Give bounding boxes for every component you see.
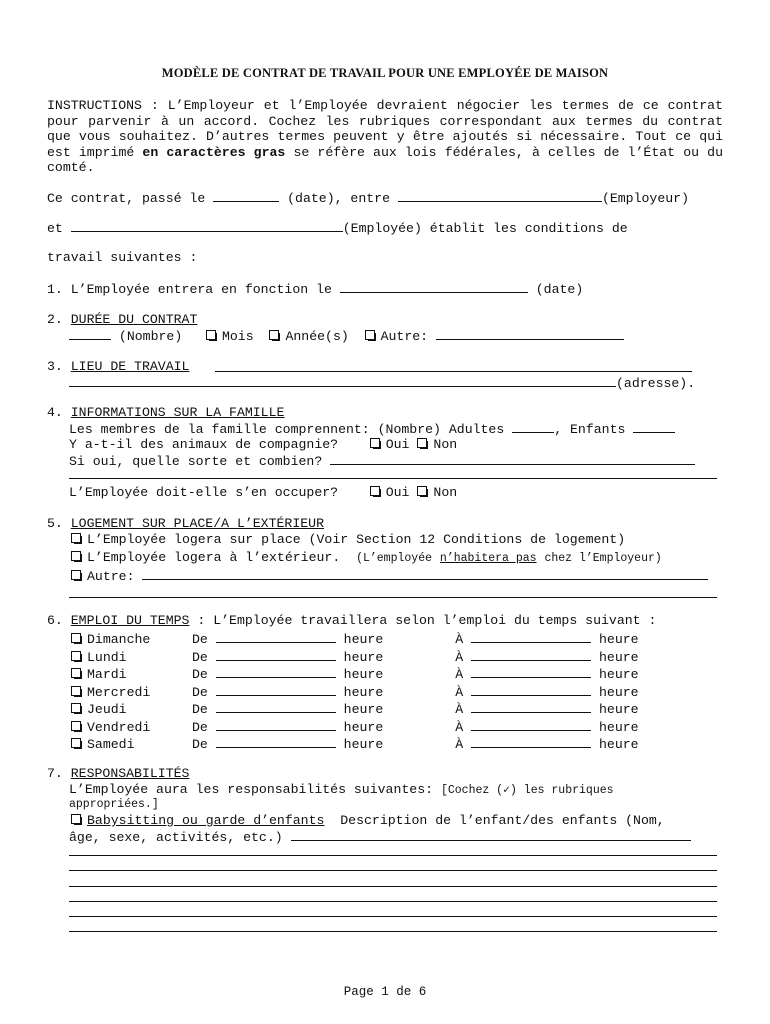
lodging-other-field[interactable] [142, 568, 708, 580]
section-5-heading [47, 516, 324, 532]
section-number: 6. [47, 613, 63, 628]
section-number: 5. [47, 516, 63, 531]
to-label: À [455, 632, 464, 647]
checkbox-day[interactable] [71, 651, 81, 661]
page-footer: Page 1 de 6 [343, 985, 427, 999]
lodging-other-field-line-2[interactable] [69, 597, 717, 598]
end-time-field[interactable] [471, 719, 591, 731]
section-heading: LIEU DE TRAVAIL [70, 359, 190, 374]
children-description-line[interactable] [69, 886, 717, 887]
start-time-field[interactable] [216, 719, 336, 731]
babysitting-desc: Description de l’enfant/des enfants (Nom, [340, 813, 665, 828]
section-2-options [69, 328, 624, 345]
nombre-label: (Nombre) [118, 329, 183, 344]
section-6-heading [47, 613, 656, 629]
hour-label: heure [343, 632, 384, 647]
address-line [69, 375, 695, 392]
section-number: 2. [47, 312, 63, 327]
hour-label: heure [343, 649, 384, 665]
schedule-row [71, 736, 639, 753]
end-time-field[interactable] [471, 666, 591, 678]
end-time-field[interactable] [471, 649, 591, 661]
start-time-field[interactable] [216, 736, 336, 748]
option-label: Autre: [380, 329, 429, 344]
option-label: Année(s) [285, 329, 349, 344]
day-label: Jeudi [87, 702, 127, 717]
to-label: À [455, 719, 464, 735]
intro-line-3: travail suivantes : [47, 250, 198, 265]
day-label: Lundi [87, 649, 127, 665]
schedule-row [71, 631, 639, 648]
checkbox-autre[interactable] [365, 330, 375, 340]
checkbox-day[interactable] [71, 721, 81, 731]
section-heading: DURÉE DU CONTRAT [70, 312, 198, 327]
option-note-underlined: n’habitera pas [439, 552, 537, 565]
start-time-field[interactable] [216, 684, 336, 696]
pets-question: Y a-t-il des animaux de compagnie? [69, 437, 339, 452]
from-label: De [192, 737, 208, 752]
option-label: L’Employée logera à l’extérieur. [87, 550, 341, 565]
document-title: MODÈLE DE CONTRAT DE TRAVAIL POUR UNE EMPLOYÉE DE MAISON [161, 66, 609, 80]
employer-name-field[interactable] [398, 190, 602, 202]
pets-line [69, 437, 457, 453]
checkbox-pets-oui[interactable] [370, 438, 380, 448]
hour-label: heure [599, 737, 639, 752]
instructions-paragraph [47, 98, 723, 176]
option-note: chez l’Employeur) [544, 552, 662, 565]
hour-label: heure [599, 684, 639, 700]
day-label: Dimanche [87, 632, 151, 647]
children-field[interactable] [633, 421, 675, 433]
checkbox-day[interactable] [71, 668, 81, 678]
pets-kind-field[interactable] [330, 453, 695, 465]
children-description-line[interactable] [69, 870, 717, 871]
section-1-date-label: (date) [535, 282, 584, 297]
lodging-option-3 [71, 568, 708, 585]
checkbox-babysitting[interactable] [71, 814, 81, 824]
day-label: Mercredi [87, 684, 151, 700]
babysitting-line [71, 813, 665, 829]
option-label: Autre: [87, 569, 135, 584]
instructions-bold-text: en caractères gras [142, 144, 286, 160]
section-7-heading [47, 766, 189, 782]
section-2-heading [47, 312, 197, 328]
responsibilities-text: L’Employée aura les responsabilités suivantes: [69, 782, 434, 797]
to-label: À [455, 702, 464, 717]
checkbox-day[interactable] [71, 686, 81, 696]
end-time-field[interactable] [471, 701, 591, 713]
option-label: Oui [385, 437, 410, 452]
hour-label: heure [599, 702, 639, 717]
checkbox-annee[interactable] [269, 330, 279, 340]
pets-kind-field-line-2[interactable] [69, 478, 717, 479]
instructions-text: INSTRUCTIONS : L’Employeur et l’Employée devraient négocier les termes de ce contrat pour parvenir à un accord. Cochez les rubriques correspondant aux termes du contrat que vous souhaitez. D’autres termes peuvent y être ajoutés si nécessaire. Tout ce qui est imprimé [47, 98, 723, 160]
from-label: De [192, 632, 208, 647]
section-heading: LOGEMENT SUR PLACE/A L’EXTÉRIEUR [70, 516, 324, 531]
day-label: Mardi [87, 667, 127, 682]
checkbox-care-oui[interactable] [370, 486, 380, 496]
option-label: L’Employée logera sur place (Voir Section 12 Conditions de logement) [87, 532, 626, 547]
instructions-text-end: se réfère aux lois fédérales, à celles de l’État ou du comté. [47, 144, 723, 175]
hour-label: heure [599, 719, 639, 735]
adults-field[interactable] [512, 421, 554, 433]
checkbox-day[interactable] [71, 738, 81, 748]
to-label: À [455, 684, 464, 700]
schedule-row [71, 684, 639, 701]
duration-other-field[interactable] [436, 328, 624, 340]
section-heading: EMPLOI DU TEMPS [70, 613, 190, 628]
section-1 [47, 281, 583, 298]
lodging-option-1 [71, 532, 625, 548]
hour-label: heure [343, 684, 384, 700]
section-4-heading [47, 405, 284, 421]
checkbox-day[interactable] [71, 633, 81, 643]
checkbox-care-non[interactable] [417, 486, 427, 496]
schedule-row [71, 666, 639, 683]
intro-text: (Employée) établit les conditions de [342, 221, 628, 236]
family-text: Les membres de la famille comprennent: (Nombre) Adultes [69, 422, 505, 437]
from-label: De [192, 667, 208, 682]
start-time-field[interactable] [216, 666, 336, 678]
end-time-field[interactable] [471, 736, 591, 748]
babysitting-line-2 [69, 829, 691, 846]
option-label: Mois [221, 329, 254, 344]
from-label: De [192, 719, 208, 735]
from-label: De [192, 649, 208, 665]
section-number: 7. [47, 766, 63, 781]
responsibilities-note-2: appropriées.] [69, 798, 159, 811]
option-note: (L’employée [356, 552, 432, 565]
intro-text: Ce contrat, passé le [47, 191, 206, 206]
end-time-field[interactable] [471, 684, 591, 696]
children-description-line[interactable] [69, 855, 717, 856]
option-label: Non [433, 437, 458, 452]
children-description-line[interactable] [69, 901, 717, 902]
to-label: À [455, 649, 464, 665]
from-label: De [192, 702, 208, 717]
day-label: Samedi [87, 737, 135, 752]
section-1-text: 1. L’Employée entrera en fonction le [47, 282, 332, 297]
checkbox-pets-non[interactable] [417, 438, 427, 448]
pets-care-line [69, 485, 457, 501]
to-label: À [455, 737, 464, 752]
intro-text: et [47, 221, 63, 236]
checkbox-lodging-outside[interactable] [71, 551, 81, 561]
start-date-field[interactable] [340, 281, 528, 293]
hour-label: heure [599, 632, 639, 647]
start-time-field[interactable] [216, 649, 336, 661]
intro-text: (Employeur) [601, 191, 689, 206]
employee-name-field[interactable] [71, 220, 343, 232]
end-time-field[interactable] [471, 631, 591, 643]
intro-line-2 [47, 220, 628, 237]
intro-text: (date), entre [287, 191, 391, 206]
pets-kind-line [69, 453, 695, 470]
section-3-heading [47, 359, 189, 375]
babysitting-desc: âge, sexe, activités, etc.) [69, 830, 283, 845]
checkbox-day[interactable] [71, 703, 81, 713]
checkbox-lodging-onsite[interactable] [71, 533, 81, 543]
hour-label: heure [343, 702, 384, 717]
hour-label: heure [599, 667, 639, 682]
intro-line-1 [47, 190, 689, 207]
hour-label: heure [599, 649, 639, 665]
duration-number-field[interactable] [69, 328, 111, 340]
day-label: Vendredi [87, 719, 151, 735]
responsibilities-note: [Cochez (✓) les rubriques [440, 784, 614, 797]
children-description-line[interactable] [69, 916, 717, 917]
workplace-field-line-1[interactable] [215, 371, 692, 372]
hour-label: heure [343, 737, 384, 752]
section-number: 3. [47, 359, 63, 374]
children-description-line[interactable] [69, 931, 717, 932]
checkbox-lodging-other[interactable] [71, 570, 81, 580]
schedule-row [71, 719, 639, 736]
schedule-intro: : L’Employée travaillera selon l’emploi du temps suivant : [197, 613, 657, 628]
contract-date-field[interactable] [213, 190, 279, 202]
family-members-line [69, 421, 675, 438]
children-description-field[interactable] [291, 829, 691, 841]
schedule-row [71, 649, 639, 666]
address-label: (adresse). [616, 376, 696, 391]
section-heading: INFORMATIONS SUR LA FAMILLE [70, 405, 285, 420]
lodging-option-2 [71, 550, 662, 567]
from-label: De [192, 684, 208, 700]
option-label: Non [433, 485, 458, 500]
hour-label: heure [343, 719, 384, 735]
babysitting-label: Babysitting ou garde d’enfants [87, 813, 325, 828]
schedule-row [71, 701, 639, 718]
option-label: Oui [385, 485, 410, 500]
workplace-field-line-2[interactable] [69, 375, 616, 387]
start-time-field[interactable] [216, 631, 336, 643]
section-heading: RESPONSABILITÉS [70, 766, 190, 781]
family-text: , Enfants [554, 422, 626, 437]
checkbox-mois[interactable] [206, 330, 216, 340]
start-time-field[interactable] [216, 701, 336, 713]
section-number: 4. [47, 405, 63, 420]
pets-care-question: L’Employée doit-elle s’en occuper? [69, 485, 339, 500]
hour-label: heure [343, 667, 384, 682]
pets-kind-question: Si oui, quelle sorte et combien? [69, 454, 323, 469]
to-label: À [455, 667, 464, 682]
